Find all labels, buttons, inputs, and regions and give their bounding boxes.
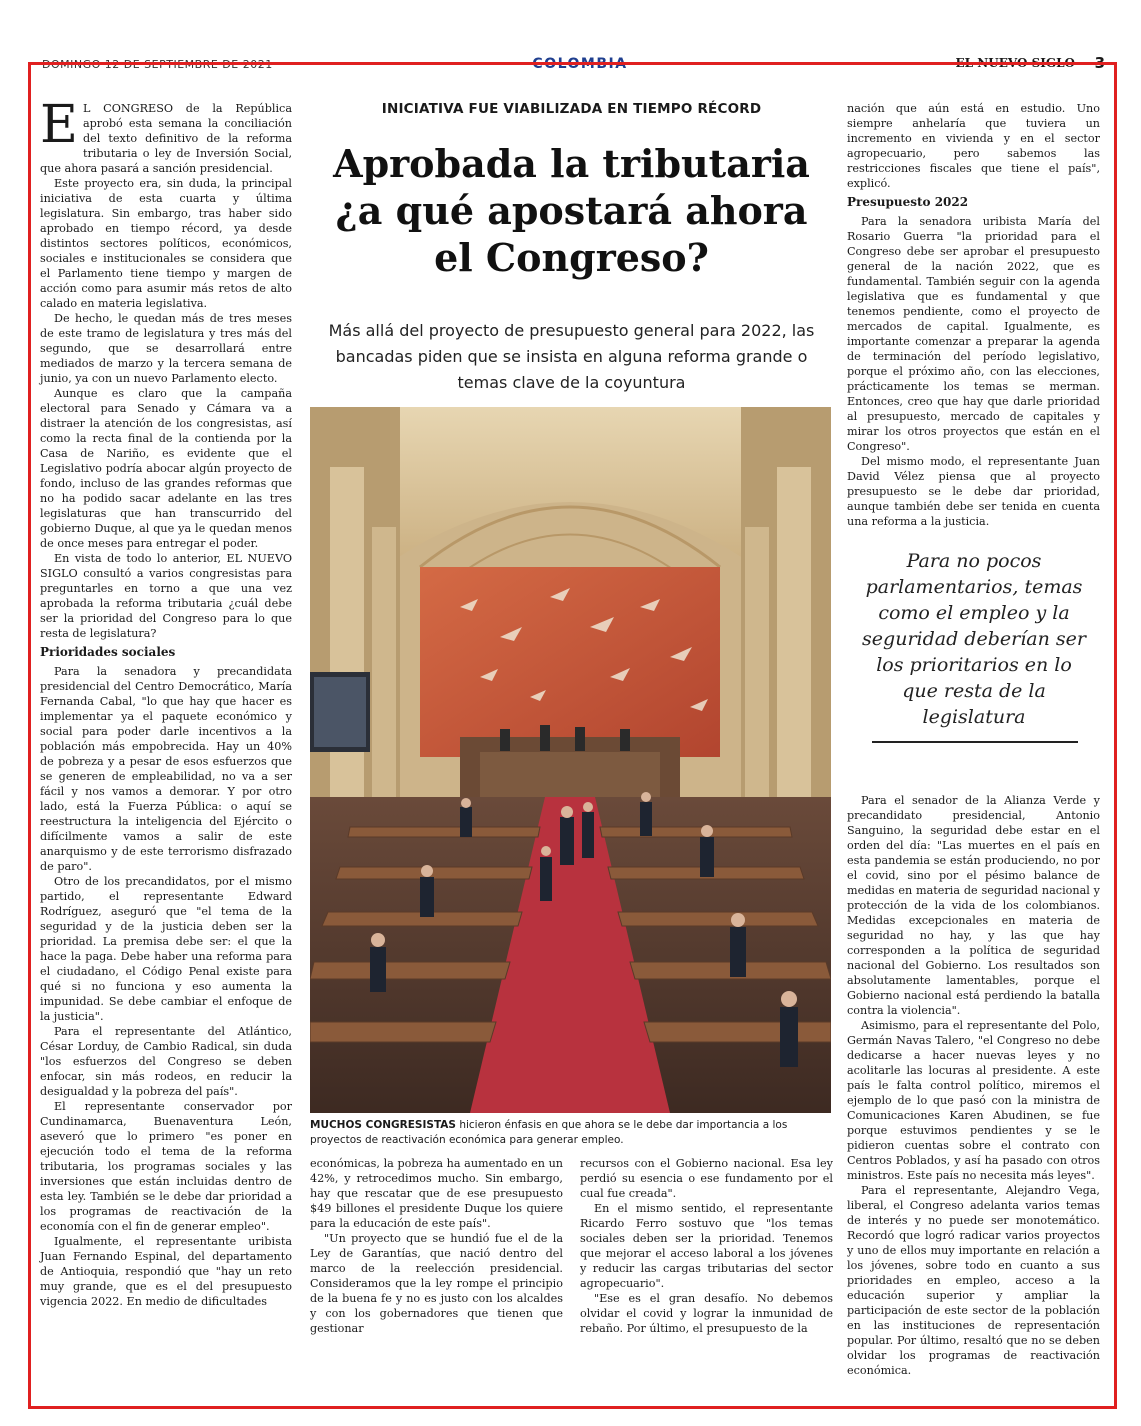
pull-quote-rule (872, 741, 1078, 743)
photo-caption (310, 1118, 831, 1148)
paragraph: Para el representante del Atlántico, César Lorduy, de Cambio Radical, sin duda "los esfuerzos del Congreso se deben enfocar, sin más rodeos, en reducir la desigualdad y la pobreza del país". (40, 1025, 292, 1098)
caption-text: hicieron énfasis en que ahora se le debe dar importancia a los proyectos de reactivación económica para generar empleo. (310, 1119, 788, 1146)
paragraph: recursos con el Gobierno nacional. Esa ley perdió su esencia o ese fundamento por el cual fue creada". (580, 1157, 833, 1200)
section-name: COLOMBIA (532, 56, 628, 72)
paragraph: "Ese es el gran desafío. No debemos olvidar el covid y lograr la inmunidad de rebaño. Por último, el presupuesto de la (580, 1292, 833, 1335)
article-column-3 (580, 1156, 833, 1336)
paragraph: En vista de todo lo anterior, EL NUEVO SIGLO consultó a varios congresistas para preguntarles en torno a que una vez aprobada la reforma tributaria ¿cuál debe ser la prioridad del Congreso para lo que resta de legislatura? (40, 552, 292, 640)
paragraph: "Un proyecto que se hundió fue el de la Ley de Garantías, que nació dentro del marco de la reelección presidencial. Consideramos que la ley rompe el principio de la buena fe y no es justo con los alcaldes y con los gobernadores que tienen que gestionar (310, 1232, 563, 1335)
paragraph: Para el representante, Alejandro Vega, liberal, el Congreso adelanta varios temas de interés y no puede ser monotemático. Recordó que logró radicar varios proyectos y uno de ellos muy importante en relación a los jóvenes, sobre todo en cuanto a sus prioridades en empleo, acceso a la educación superior y ampliar la participación de este sector de la población en las instituciones de representación popular. Por último, resaltó que no se deben olvidar los programas de reactivación económica. (847, 1184, 1100, 1377)
paragraph: En el mismo sentido, el representante Ricardo Ferro sostuvo que "los temas sociales deben ser la prioridad. Tenemos que mejorar el acceso laboral a los jóvenes y reducir las cargas tributarias del sector agropecuario". (580, 1202, 833, 1290)
article-column-1 (40, 95, 292, 1309)
headline: Aprobada la tributaria ¿a qué apostará ahora el Congreso? (333, 141, 810, 280)
subheading: Prioridades sociales (40, 645, 176, 659)
subheadline: Más allá del proyecto de presupuesto general para 2022, las bancadas piden que se insista en alguna reforma grande o temas clave de la coyuntura (328, 321, 815, 392)
pull-quote: Para no pocos parlamentarios, temas como el empleo y la seguridad deberían ser los prioritarios en lo que resta de la legislatura (862, 550, 1086, 728)
paragraph: Otro de los precandidatos, por el mismo partido, el representante Edward Rodríguez, aseguró que "el tema de la seguridad y de la justicia deben ser la prioridad. La premisa debe ser: el que la hace la paga. Debe haber una reforma para el ciudadano, el Código Penal existe para qué si no funciona y eso aumenta la impunidad. Se debe cambiar el enfoque de la justicia". (40, 875, 292, 1023)
subheading: Presupuesto 2022 (847, 195, 969, 209)
article-column-4-continued (847, 793, 1100, 1378)
paragraph: Para el senador de la Alianza Verde y precandidato presidencial, Antonio Sanguino, la seguridad debe estar en el orden del día: "Las muertes en el país en esta pandemia se están produciendo, no por el covid, sino por el pésimo balance de medidas en materia de seguridad nacional y protección de la vida de los colombianos. Medidas excepcionales en materia de seguridad no hay, y las que hay corresponden a la política de seguridad nacional del Gobierno. Los resultados son absolutamente lamentables, porque el Gobierno nacional está perdiendo la batalla contra la violencia". (847, 794, 1100, 1017)
paragraph: Igualmente, el representante uribista Juan Fernando Espinal, del departamento de Antioquia, respondió que "hay un reto muy grande, que es el del presupuesto vigencia 2022. En medio de dificultades (40, 1235, 292, 1308)
article-column-4 (847, 101, 1100, 529)
paragraph: El representante conservador por Cundinamarca, Buenaventura León, aseveró que lo primero "es poner en ejecución todo el tema de la reforma tributaria, los programas sociales y las inversiones que están incluidas dentro de esta ley. También se le debe dar prioridad a los programas de reactivación de la economía con el fin de generar empleo". (40, 1100, 292, 1233)
paragraph: Del mismo modo, el representante Juan David Vélez piensa que al proyecto presupuesto se le debe dar prioridad, aunque también debe ser tenida en cuenta una reforma a la justicia. (847, 455, 1100, 528)
drop-cap: E (40, 95, 78, 155)
article-column-2 (310, 1156, 563, 1336)
caption-lead: MUCHOS CONGRESISTAS (310, 1119, 456, 1131)
paragraph: nación que aún está en estudio. Uno siempre anhelaría que tuviera un incremento en vivienda y en el sector agropecuario, pero sabemos las restricciones fiscales que tiene el país", explicó. (847, 102, 1100, 190)
paragraph: Asimismo, para el representante del Polo, Germán Navas Talero, "el Congreso no debe dedicarse a hacer nuevas leyes y no acolitarle las locuras al presidente. A este país le falta control político, miremos el ejemplo de lo que pasó con la ministra de Comunicaciones Karen Abudinen, se fue porque estuvimos pendientes y se le pidieron cuentas sobre el contrato con Centros Poblados, y así ha pasado con otros ministros. Este país no necesita más leyes". (847, 1019, 1100, 1182)
issue-date: DOMINGO 12 DE SEPTIEMBRE DE 2021 (42, 58, 273, 71)
paragraph: Para la senadora y precandidata presidencial del Centro Democrático, María Fernanda Cabal, "lo que hay que hacer es implementar ya el paquete económico y social para poder darle incentivos a la población más empobrecida. Hay un 40% de pobreza y a pesar de esos esfuerzos que se generen de empleabilidad, no va a ser fácil y nos vamos a demorar. Y por otro lado, está la Fuerza Pública: o aquí se reestructura la inteligencia del Ejército o difícilmente vamos a salir de este anarquismo y de este terrorismo disfrazado de paro". (40, 665, 292, 873)
paragraph: De hecho, le quedan más de tres meses de este tramo de legislatura y tres más del segundo, que se desarrollará entre mediados de marzo y la tercera semana de junio, ya con un nuevo Parlamento electo. (40, 312, 292, 385)
kicker: INICIATIVA FUE VIABILIZADA EN TIEMPO RÉCORD (381, 101, 762, 117)
paragraph: Aunque es claro que la campaña electoral para Senado y Cámara va a distraer la atención de los congresistas, así como la recta final de la contienda por la Casa de Nariño, es evidente que el Legislativo podría abocar algún proyecto de fondo, incluso de las grandes reformas que no ha podido sacar adelante en las tres legislaturas que han transcurrido del gobierno Duque, al que ya le quedan menos de once meses para entregar el poder. (40, 387, 292, 550)
newspaper-name: EL NUEVO SIGLO (955, 56, 1075, 70)
paragraph: Este proyecto era, sin duda, la principal iniciativa de esta cuarta y última legislatura. Sin embargo, tras haber sido aprobado en tiempo récord, ya desde distintos sectores políticos, económicos, sociales e institucionales se considera que el Parlamento tiene tiempo y margen de acción como para asumir más retos de alto calado en materia legislativa. (40, 177, 292, 310)
paragraph: Para la senadora uribista María del Rosario Guerra "la prioridad para el Congreso debe ser aprobar el presupuesto general de la nación 2022, que es fundamental. También seguir con la agenda legislativa que es fundamental y que tenemos pendiente, como el proyecto de mercados de capital. Igualmente, es importante comenzar a preparar la agenda de terminación del período legislativo, porque el próximo año, con las elecciones, prácticamente los temas se merman. Entonces, creo que hay que darle prioridad al presupuesto, mercado de capitales y mirar los otros proyectos que están en el Congreso". (847, 215, 1100, 453)
congress-chamber-photo (310, 407, 831, 1113)
page-number: 3 (1094, 54, 1105, 72)
paragraph: L CONGRESO de la República aprobó esta semana la conciliación del texto definitivo de la reforma tributaria o ley de Inversión Social, que ahora pasará a sanción presidencial. (40, 102, 292, 175)
paragraph: económicas, la pobreza ha aumentado en un 42%, y retrocedimos mucho. Sin embargo, hay que rescatar que de ese presupuesto $49 billones el presidente Duque los quiere para la educación de este país". (310, 1157, 563, 1230)
